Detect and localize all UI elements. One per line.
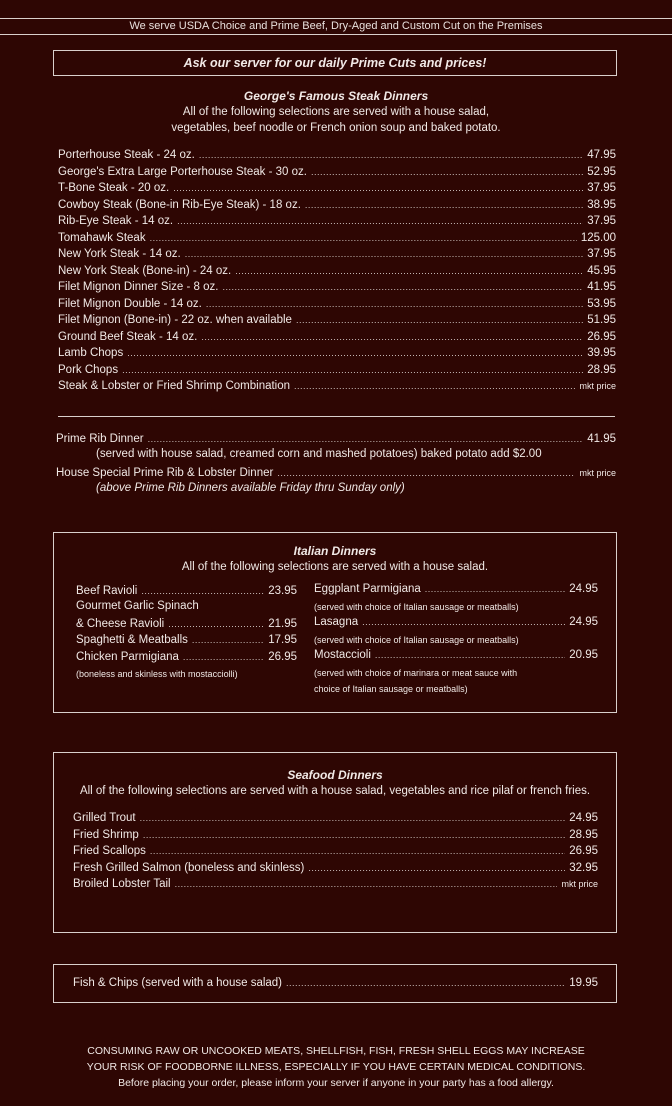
item-name: Filet Mignon (Bone-in) - 22 oz. when available — [58, 314, 292, 326]
item-name: Eggplant Parmigiana — [314, 583, 421, 595]
leader-dots — [294, 378, 575, 394]
menu-item-beef-ravioli — [76, 583, 297, 599]
leader-dots — [192, 632, 264, 648]
item-name: Rib-Eye Steak - 14 oz. — [58, 215, 174, 227]
item-name: Grilled Trout — [73, 812, 136, 824]
leader-dots — [362, 614, 565, 630]
prime-rib-note: (served with house salad, creamed corn and mashed potatoes) baked potato add $2.00 — [96, 448, 542, 460]
menu-item — [73, 843, 598, 859]
item-price: 41.95 — [587, 433, 616, 445]
item-name: & Cheese Ravioli — [76, 618, 165, 630]
lasagna-note: (served with choice of Italian sausage or meatballs) — [314, 635, 519, 645]
health-warning-line1: CONSUMING RAW OR UNCOOKED MEATS, SHELLFISH, FISH, FRESH SHELL EGGS MAY INCREASE — [87, 1045, 585, 1057]
seafood-section-title: Seafood Dinners — [287, 768, 383, 782]
item-name: Prime Rib Dinner — [56, 433, 144, 445]
item-price: 37.95 — [587, 215, 616, 227]
item-price: 20.95 — [569, 649, 598, 661]
menu-item — [58, 147, 616, 163]
menu-item — [58, 378, 616, 394]
leader-dots — [222, 279, 583, 295]
menu-item — [58, 312, 616, 328]
leader-dots — [425, 581, 565, 597]
leader-dots — [141, 583, 264, 599]
leader-dots — [122, 362, 583, 378]
item-price: 26.95 — [569, 845, 598, 858]
steak-section-subtitle-line1: All of the following selections are served with a house salad, — [182, 106, 490, 118]
item-price: mkt price — [579, 468, 616, 478]
leader-dots — [148, 431, 584, 447]
leader-dots — [277, 465, 575, 481]
item-price: 26.95 — [587, 330, 616, 343]
item-price: 41.95 — [587, 281, 616, 293]
menu-item — [58, 246, 616, 262]
item-name: Broiled Lobster Tail — [73, 878, 171, 891]
menu-item — [73, 860, 598, 876]
item-name: Chicken Parmigiana — [76, 651, 179, 663]
leader-dots — [185, 246, 583, 262]
item-price: 24.95 — [569, 812, 598, 824]
menu-item — [58, 263, 616, 279]
leader-dots — [150, 230, 577, 246]
section-divider — [58, 416, 615, 417]
menu-item-spaghetti — [76, 632, 297, 648]
menu-item — [58, 164, 616, 180]
item-name: Filet Mignon Dinner Size - 8 oz. — [58, 281, 219, 293]
item-price: 28.95 — [587, 363, 616, 376]
menu-item — [73, 876, 598, 892]
leader-dots — [183, 649, 264, 665]
item-price: mkt price — [561, 879, 598, 890]
menu-item-chicken-parmigiana — [76, 649, 297, 665]
item-name: Spaghetti & Meatballs — [76, 634, 188, 646]
leader-dots — [308, 860, 565, 876]
item-name: Steak & Lobster or Fried Shrimp Combination — [58, 380, 291, 392]
item-price: 45.95 — [587, 264, 616, 277]
menu-item — [58, 345, 616, 361]
item-name: Fried Scallops — [73, 845, 146, 858]
leader-dots — [296, 312, 583, 328]
allergy-notice: Before placing your order, please inform your server if anyone in your party has a food allergy. — [118, 1077, 554, 1089]
health-warning-line2: YOUR RISK OF FOODBORNE ILLNESS, ESPECIALLY IF YOU HAVE CERTAIN MEDICAL CONDITIONS. — [86, 1061, 586, 1073]
item-price: 38.95 — [587, 198, 616, 211]
item-name: Fried Shrimp — [73, 828, 139, 841]
leader-dots — [150, 843, 565, 859]
item-name: Lasagna — [314, 616, 359, 628]
italian-section-title: Italian Dinners — [293, 544, 377, 558]
item-price: 26.95 — [268, 651, 297, 663]
item-price: 52.95 — [587, 165, 616, 178]
item-price: 125.00 — [580, 231, 616, 244]
menu-item-garlic-spinach-line1: Gourmet Garlic Spinach — [76, 600, 199, 612]
item-name: New York Steak - 14 oz. — [58, 248, 181, 260]
menu-item — [58, 197, 616, 213]
item-price: 23.95 — [268, 585, 297, 597]
leader-dots — [143, 827, 565, 843]
menu-item-prime-rib — [56, 431, 616, 447]
chicken-parmigiana-note: (boneless and skinless with mostacciolli) — [76, 669, 238, 679]
item-price: 37.95 — [587, 182, 616, 194]
seafood-section-subtitle: All of the following selections are served with a house salad, vegetables and rice pilaf or french fries. — [79, 785, 591, 797]
menu-item — [58, 279, 616, 295]
menu-item — [58, 329, 616, 345]
menu-item-eggplant — [314, 581, 598, 597]
mostaccioli-note-line2: choice of Italian sausage or meatballs) — [314, 684, 468, 694]
leader-dots — [305, 197, 583, 213]
item-name: House Special Prime Rib & Lobster Dinner — [56, 467, 274, 479]
daily-prime-cuts-box: Ask our server for our daily Prime Cuts and prices! — [53, 50, 617, 76]
item-name: Tomahawk Steak — [58, 231, 146, 244]
item-name: Mostaccioli — [314, 649, 371, 661]
leader-dots — [286, 975, 565, 991]
item-price: 19.95 — [569, 977, 598, 989]
leader-dots — [177, 213, 583, 229]
menu-item-fish-chips — [73, 975, 598, 991]
item-name: Filet Mignon Double - 14 oz. — [58, 297, 202, 310]
item-price: 17.95 — [268, 634, 297, 646]
leader-dots — [201, 329, 583, 345]
item-price: 37.95 — [587, 248, 616, 260]
item-price: 24.95 — [569, 583, 598, 595]
item-price: 51.95 — [587, 314, 616, 326]
italian-section-subtitle: All of the following selections are served with a house salad. — [181, 561, 489, 573]
item-name: Beef Ravioli — [76, 585, 138, 597]
leader-dots — [168, 616, 264, 632]
leader-dots — [175, 876, 558, 892]
item-price: 53.95 — [587, 297, 616, 310]
item-price: mkt price — [579, 381, 616, 391]
item-name: T-Bone Steak - 20 oz. — [58, 182, 170, 194]
prime-rib-availability: (above Prime Rib Dinners available Friday thru Sunday only) — [96, 482, 405, 494]
menu-item — [73, 827, 598, 843]
eggplant-note: (served with choice of Italian sausage or meatballs) — [314, 602, 519, 612]
leader-dots — [235, 263, 583, 279]
menu-item-mostaccioli — [314, 647, 598, 663]
top-banner: We serve USDA Choice and Prime Beef, Dry-Aged and Custom Cut on the Premises — [0, 18, 672, 35]
menu-item — [58, 180, 616, 196]
item-name: George's Extra Large Porterhouse Steak - 30 oz. — [58, 165, 307, 178]
item-price: 32.95 — [569, 861, 598, 874]
item-name: New York Steak (Bone-in) - 24 oz. — [58, 264, 232, 277]
item-name: Porterhouse Steak - 24 oz. — [58, 149, 195, 161]
leader-dots — [127, 345, 583, 361]
item-price: 28.95 — [569, 828, 598, 841]
leader-dots — [375, 647, 565, 663]
item-name: Fish & Chips (served with a house salad) — [73, 977, 283, 989]
menu-item-garlic-spinach-ravioli — [76, 616, 297, 632]
mostaccioli-note-line1: (served with choice of marinara or meat sauce with — [314, 668, 518, 678]
menu-item-prime-rib-lobster — [56, 465, 616, 481]
menu-item — [58, 362, 616, 378]
leader-dots — [199, 147, 583, 163]
menu-item-lasagna — [314, 614, 598, 630]
leader-dots — [173, 180, 583, 196]
item-name: Fresh Grilled Salmon (boneless and skinless) — [73, 861, 305, 874]
item-price: 21.95 — [268, 618, 297, 630]
menu-item — [73, 810, 598, 826]
item-price: 47.95 — [587, 149, 616, 161]
item-name: Pork Chops — [58, 363, 119, 376]
steak-section-title: George's Famous Steak Dinners — [243, 89, 429, 103]
item-price: 24.95 — [569, 616, 598, 628]
item-name: Lamb Chops — [58, 347, 124, 359]
item-price: 39.95 — [587, 347, 616, 359]
steak-section-subtitle-line2: vegetables, beef noodle or French onion soup and baked potato. — [171, 122, 501, 134]
menu-item — [58, 296, 616, 312]
menu-item — [58, 213, 616, 229]
item-name: Ground Beef Steak - 14 oz. — [58, 330, 198, 343]
menu-item — [58, 230, 616, 246]
leader-dots — [140, 810, 566, 826]
item-name: Cowboy Steak (Bone-in Rib-Eye Steak) - 18 oz. — [58, 198, 301, 211]
leader-dots — [206, 296, 583, 312]
leader-dots — [311, 164, 583, 180]
